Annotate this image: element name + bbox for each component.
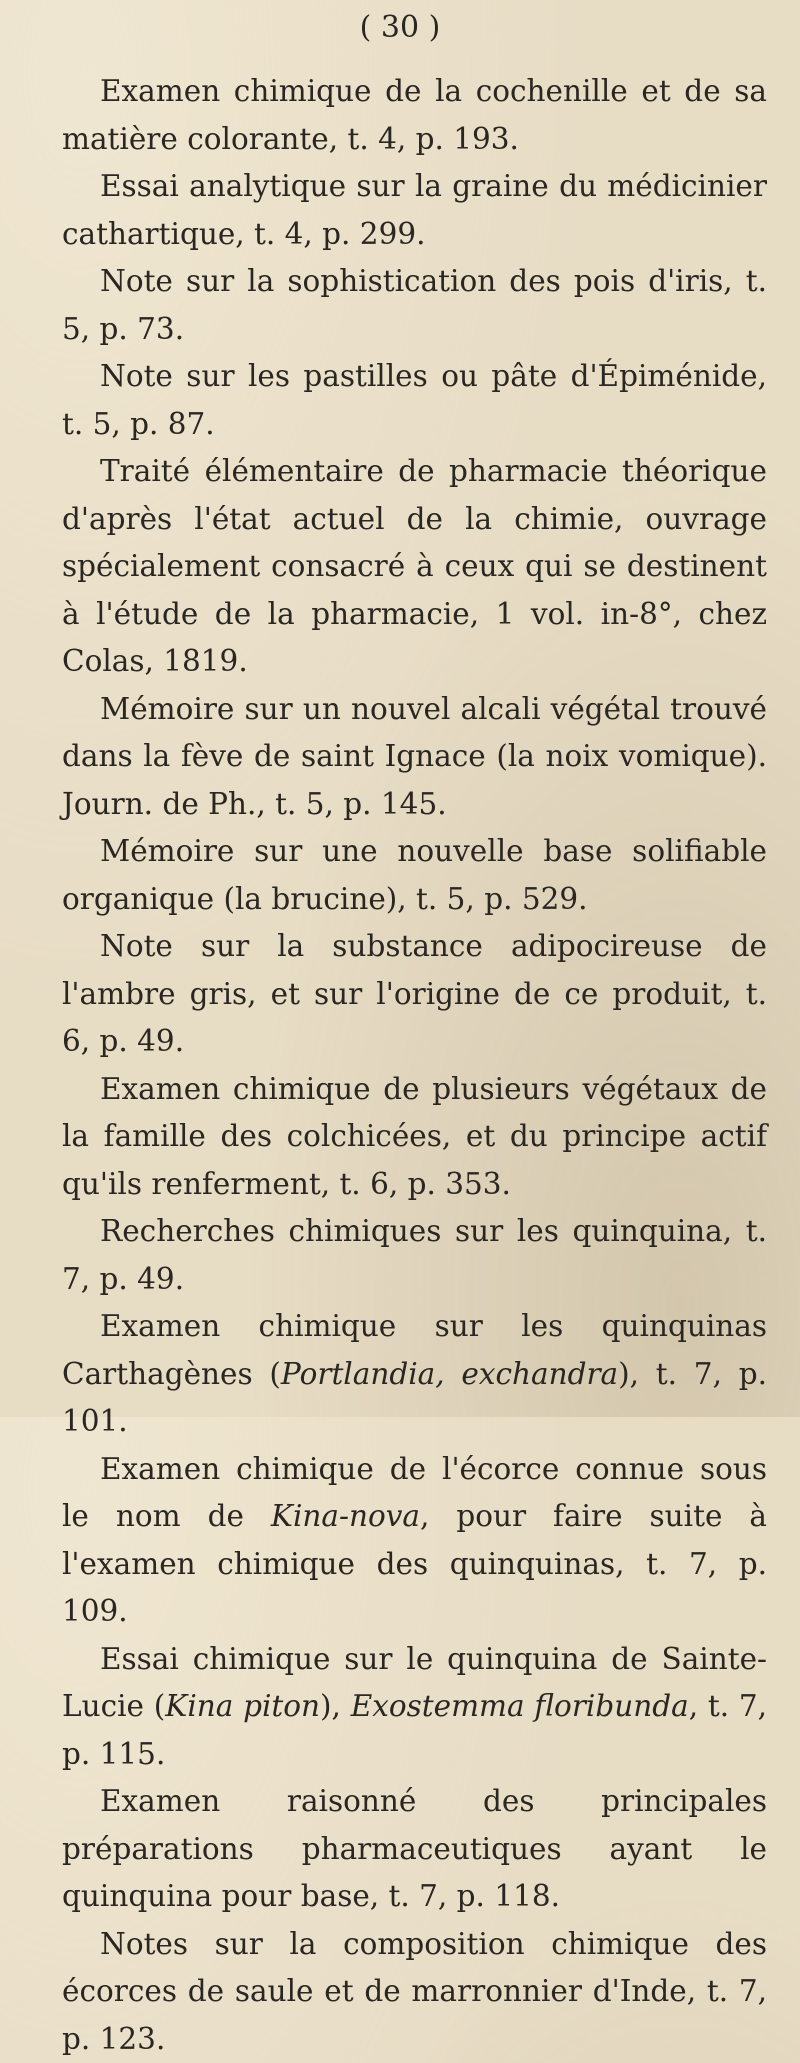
bibliography-entry: Examen chimique de plusieurs végétaux de la famille des colchicées, et du principe actif qu'ils renferment, t. 6, p. 353. <box>62 1066 767 1209</box>
bibliography-list <box>62 68 767 2063</box>
bibliography-entry: Mémoire sur une nouvelle base solifiable organique (la brucine), t. 5, p. 529. <box>62 828 767 923</box>
bibliography-entry: Recherches chimiques sur les quinquina, t. 7, p. 49. <box>62 1208 767 1303</box>
bibliography-entry <box>62 1303 767 1446</box>
entry-text: ), <box>320 1689 351 1723</box>
entry-text: Examen chimique sur les quinquinas Carthagènes ( <box>62 1309 767 1391</box>
bibliography-entry: Examen chimique de la cochenille et de sa matière colorante, t. 4, p. 193. <box>62 68 767 163</box>
entry-italic-text: Kina piton <box>165 1689 320 1723</box>
bibliography-entry <box>62 1636 767 1779</box>
bibliography-entry: Mémoire sur un nouvel alcali végétal trouvé dans la fève de saint Ignace (la noix vomique). Journ. de Ph., t. 5, p. 145. <box>62 686 767 829</box>
bibliography-entry: Essai analytique sur la graine du médicinier cathartique, t. 4, p. 299. <box>62 163 767 258</box>
entry-italic-text: Exostemma floribunda <box>351 1689 689 1723</box>
page-number: ( 30 ) <box>0 8 800 48</box>
bibliography-entry: Note sur la substance adipocireuse de l'ambre gris, et sur l'origine de ce produit, t. 6, p. 49. <box>62 923 767 1066</box>
entry-text: , pour faire suite à l'examen chimique des quinquinas, t. 7, p. 109. <box>62 1499 767 1628</box>
bibliography-entry <box>62 1446 767 1636</box>
bibliography-entry: Note sur les pastilles ou pâte d'Épiménide, t. 5, p. 87. <box>62 353 767 448</box>
bibliography-entry: Note sur la sophistication des pois d'iris, t. 5, p. 73. <box>62 258 767 353</box>
entry-text: ), t. 7, p. 101. <box>62 1357 767 1439</box>
bibliography-entry: Notes sur la composition chimique des écorces de saule et de marronnier d'Inde, t. 7, p. 123. <box>62 1921 767 2063</box>
entry-italic-text: Portlandia, exchandra <box>281 1357 618 1391</box>
bibliography-entry: Examen raisonné des principales préparations pharmaceutiques ayant le quinquina pour base, t. 7, p. 118. <box>62 1778 767 1921</box>
bibliography-entry: Traité élémentaire de pharmacie théorique d'après l'état actuel de la chimie, ouvrage spécialement consacré à ceux qui se destinent à l'étude de la pharmacie, 1 vol. in-8°, chez Colas, 1819. <box>62 448 767 686</box>
entry-text: , t. 7, p. 115. <box>62 1689 767 1771</box>
entry-text: Examen chimique de l'écorce connue sous le nom de <box>62 1452 767 1534</box>
entry-text: Essai chimique sur le quinquina de Sainte-Lucie ( <box>62 1642 767 1724</box>
entry-italic-text: Kina-nova <box>271 1499 420 1533</box>
